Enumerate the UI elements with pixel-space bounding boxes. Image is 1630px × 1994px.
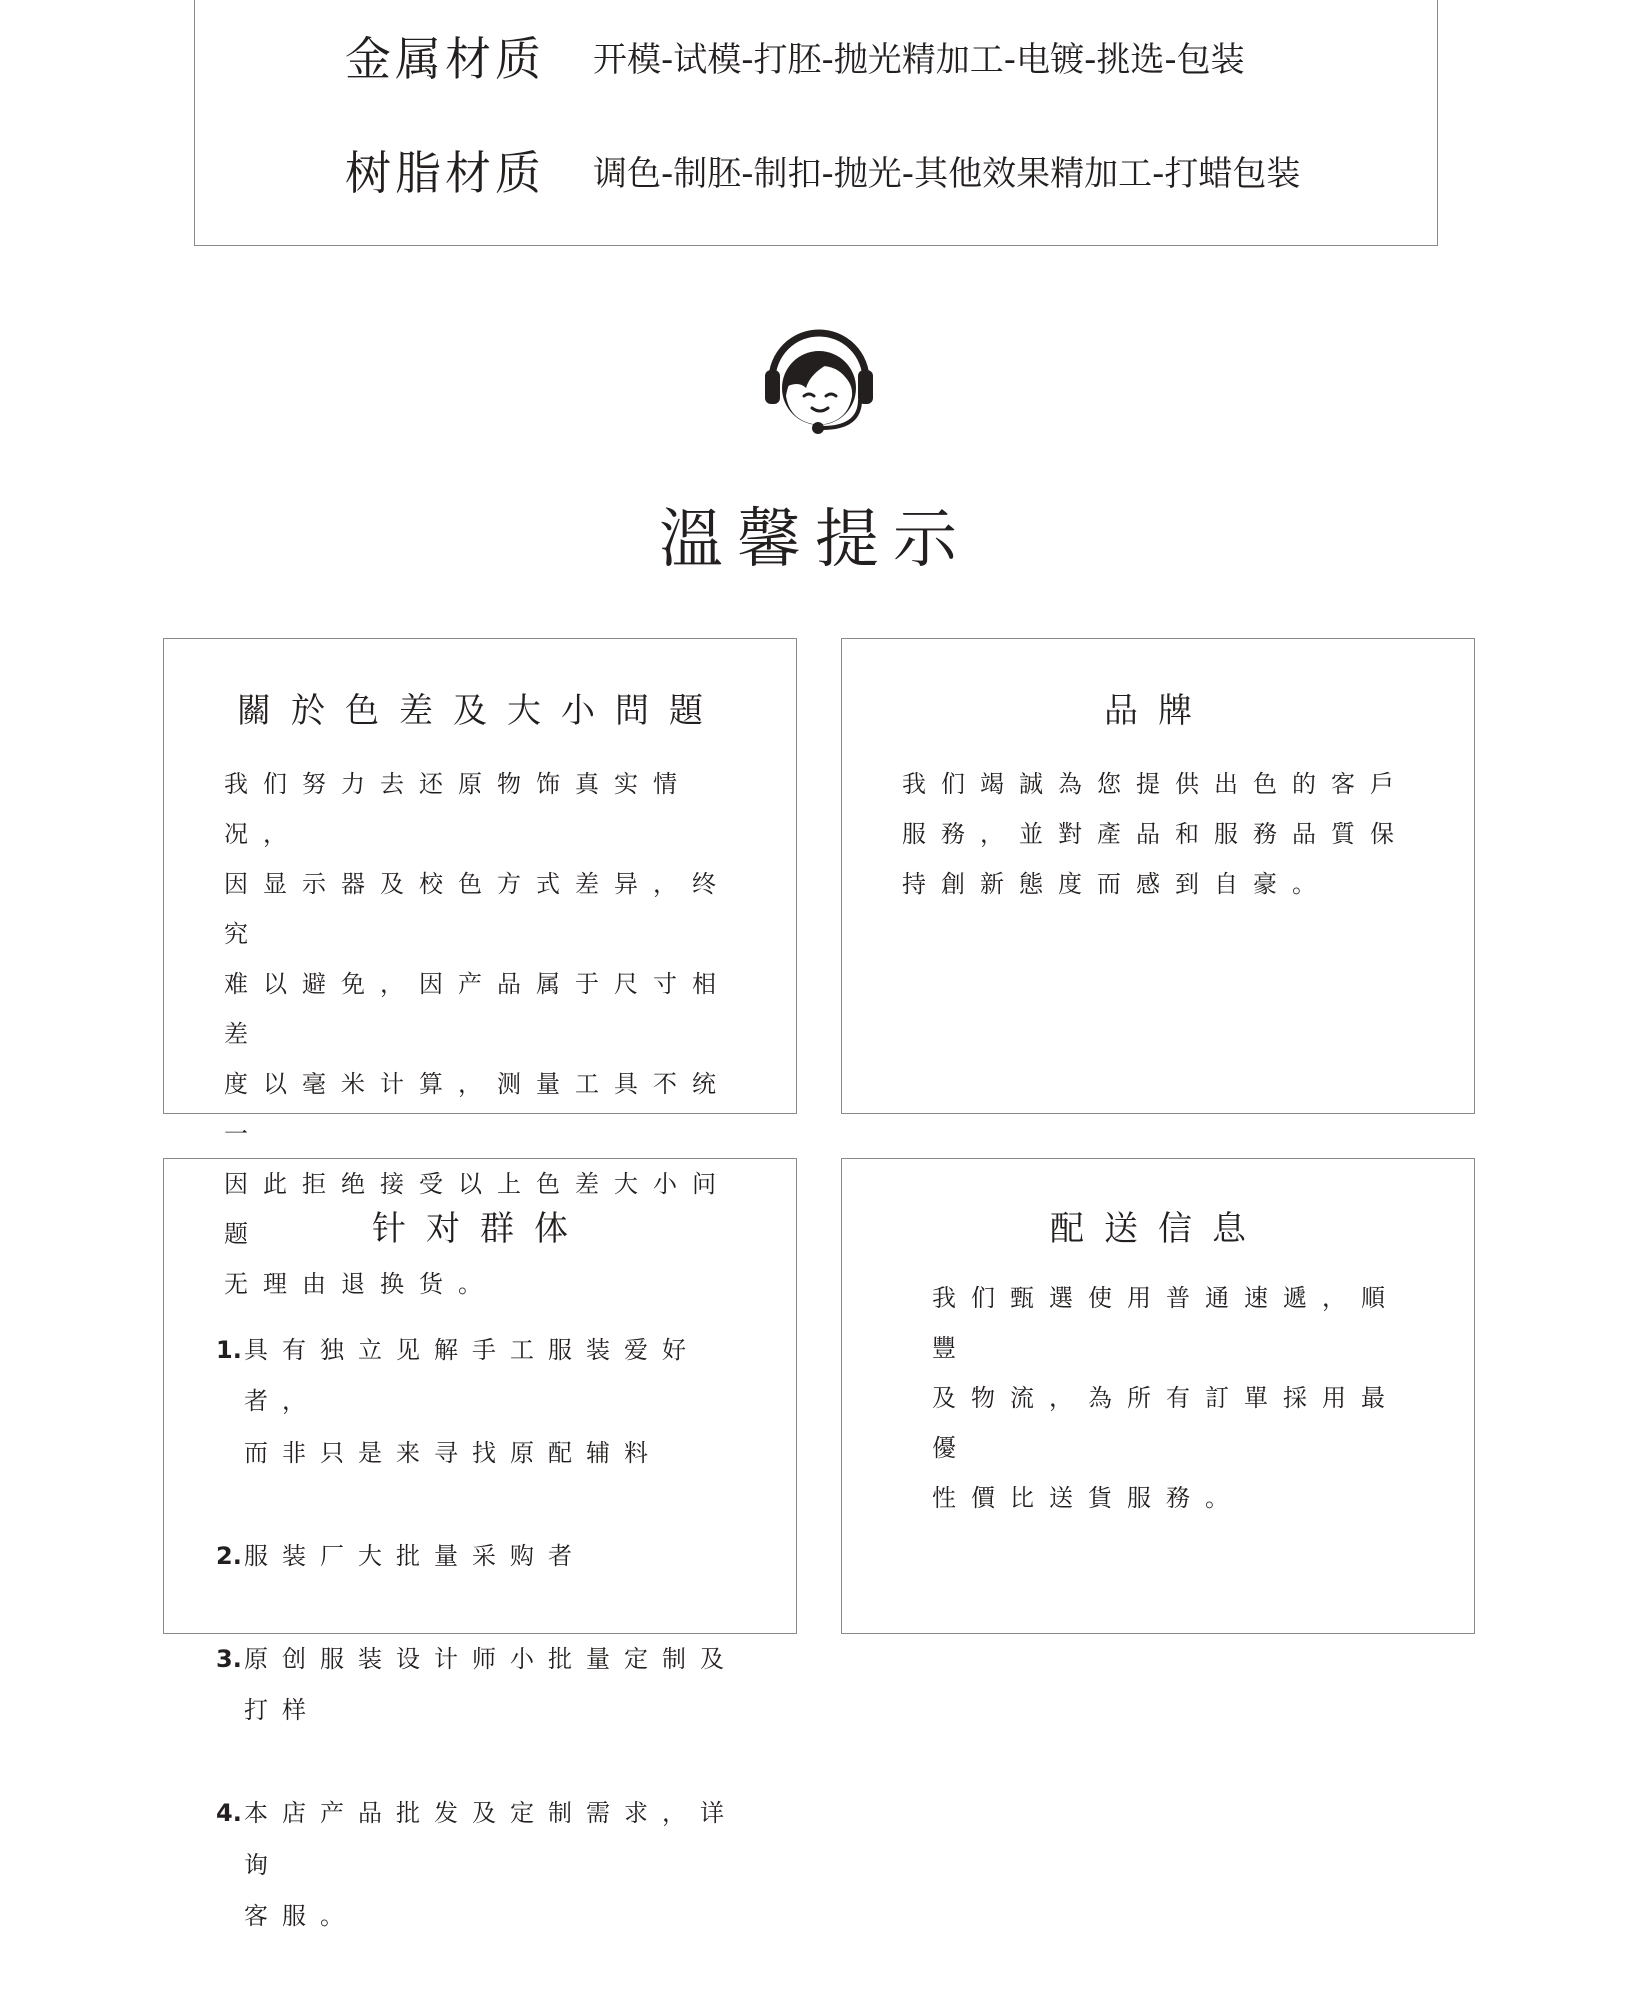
- list-number: 3.: [216, 1644, 242, 1673]
- card-brand: [841, 638, 1475, 1114]
- list-text: 原创服装设计师小批量定制及 打样: [244, 1644, 738, 1724]
- card-title: 關於色差及大小問題: [237, 691, 723, 731]
- process-label: 金属材质: [345, 32, 545, 86]
- card-body: 我们甄選使用普通速遞，順豐 及物流，為所有訂單採用最優 性價比送貨服務。: [932, 1284, 1400, 1512]
- card-body: 我们竭誠為您提供出色的客戶 服務，並對產品和服務品質保 持創新態度而感到自豪。: [902, 770, 1409, 898]
- process-label: 树脂材质: [345, 146, 545, 200]
- list-item: [216, 1325, 756, 1480]
- process-box: [194, 0, 1438, 246]
- customer-service-headset-icon: [760, 322, 878, 440]
- card-delivery: [841, 1158, 1475, 1634]
- card-title: 品牌: [1104, 691, 1212, 731]
- card-title: 针对群体: [372, 1209, 588, 1249]
- notice-title: 溫馨提示: [659, 503, 971, 577]
- process-steps: 开模-试模-打胚-抛光精加工-电镀-挑选-包装: [593, 39, 1245, 80]
- list-text: 服装厂大批量采购者: [244, 1541, 586, 1570]
- card-target-audience: [163, 1158, 797, 1930]
- process-row-metal: [345, 23, 1245, 89]
- list-number: 2.: [216, 1541, 242, 1570]
- card-title: 配送信息: [1050, 1209, 1266, 1249]
- list-number: 1.: [216, 1335, 242, 1364]
- list-number: 4.: [216, 1799, 242, 1827]
- list-item: [216, 1634, 756, 1737]
- card-body: 我们努力去还原物饰真实情况， 因显示器及校色方式差异，终究 难以避免，因产品属于尺寸相差 度以毫米计算，测量工具不统一 因此拒绝接受以上色差大小问题 无理由退换货。: [224, 770, 731, 1298]
- list-item: [216, 1788, 756, 1943]
- list-text: 本店产品批发及定制需求，详询 客服。: [244, 1799, 738, 1930]
- list-text: 具有独立见解手工服装爱好者， 而非只是来寻找原配辅料: [244, 1335, 700, 1467]
- process-row-resin: [345, 137, 1300, 203]
- list-item: [216, 1531, 756, 1583]
- audience-list: [216, 1273, 756, 1994]
- process-steps: 调色-制胚-制扣-抛光-其他效果精加工-打蜡包装: [593, 153, 1301, 194]
